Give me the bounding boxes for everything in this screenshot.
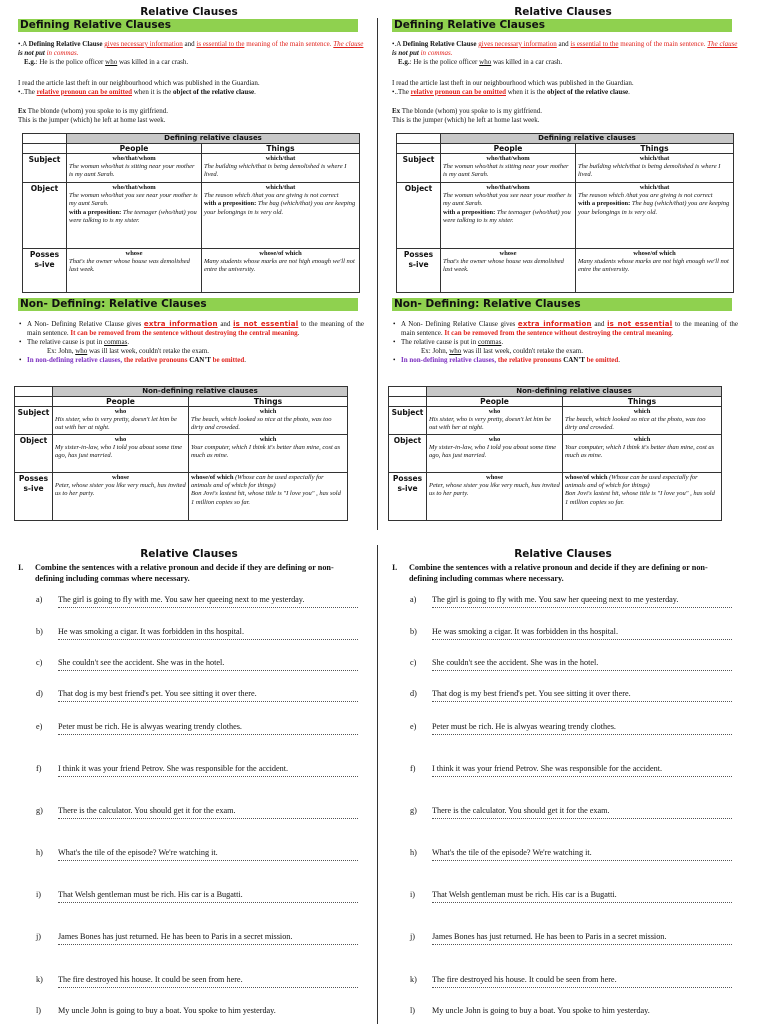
- intro-gives: gives necessary information: [104, 40, 183, 48]
- answer-line[interactable]: [432, 670, 732, 671]
- answer-line[interactable]: [432, 987, 732, 988]
- omit-bold: object of the relative clause: [547, 87, 629, 96]
- exercise-item-text: There is the calculator. You should get it for the exam.: [432, 806, 610, 815]
- omit-bullet: •..The: [392, 87, 411, 96]
- intro-gives: gives necessary information: [478, 40, 557, 48]
- nd-object-things-ex: Your computer, which I think it's better than mine, cost as much as mine.: [565, 444, 715, 460]
- nd-row-possessive: Posses s-ive: [389, 473, 427, 521]
- exercise-item-text: She couldn't see the accident. She was in the hotel.: [432, 658, 599, 667]
- exercise-item-label: a): [36, 595, 43, 604]
- nd-b1-notess: is not essential: [607, 320, 673, 328]
- subject-things-ex: The building which/that is being demolished is where I lived.: [204, 163, 347, 179]
- nd-b1-and: and: [217, 320, 234, 328]
- intro-clause: The clause: [707, 40, 738, 48]
- intro-meaning: meaning of the main sentence.: [244, 40, 334, 48]
- object-things-prep-ex: The bag (which/that) you are keeping your belongings in is very old.: [578, 200, 730, 216]
- object-people-cell: [441, 183, 576, 249]
- nd-possessive-people-ex: Peter, whose sister you like very much, has invited us to her party.: [55, 482, 186, 498]
- exercise-item-text: That dog is my best friend's pet. You see sitting it over there.: [432, 689, 631, 698]
- nd-b1-extra: extra information: [143, 320, 218, 328]
- nd-b1-mid: to the meaning of the main sentence.: [27, 320, 365, 337]
- exercise-item-text: James Bones has just returned. He has been to Paris in a secret mission.: [432, 932, 667, 941]
- exercise-item-label: j): [36, 932, 42, 941]
- nd-bullet-1: [392, 320, 738, 338]
- subject-people-head: who/that/whom: [112, 155, 156, 163]
- defining-omit-examples: [392, 107, 738, 125]
- nd-b1-red: It can be removed from the sentence without destroying the central meaning: [444, 328, 672, 337]
- intro-and: and: [182, 40, 197, 48]
- exercise-item-label: h): [36, 848, 43, 857]
- answer-line[interactable]: [58, 776, 358, 777]
- nd-b3-red: the relative pronouns: [497, 355, 564, 364]
- nd-possessive-things-ex: Bon Jovi's lastest hit, whose title is "I love you" , has sold 1 million copies so far.: [191, 490, 341, 506]
- nd-b1-mid: to the meaning of the main sentence.: [401, 320, 739, 337]
- answer-line[interactable]: [58, 734, 358, 735]
- eg-rest: was killed in a car crash.: [491, 57, 563, 66]
- defining-table-caption: Defining relative clauses: [67, 134, 360, 144]
- nd-bullet-3: [18, 356, 364, 365]
- defining-section-title: Defining Relative Clauses: [392, 19, 732, 32]
- nd-table-caption: Non-defining relative clauses: [53, 387, 348, 397]
- exercise-item-label: a): [410, 595, 417, 604]
- possessive-people-head: whose: [499, 250, 517, 258]
- omit-end: .: [628, 87, 630, 96]
- answer-line[interactable]: [432, 860, 732, 861]
- answer-line[interactable]: [432, 944, 732, 945]
- possessive-people-cell: [67, 249, 202, 293]
- article-example: I read the article last theft in our neighbourhood which was published in the Guardian.: [392, 79, 634, 87]
- nd-possessive-things-head: whose/of which: [565, 474, 608, 482]
- instruction-number: I.: [18, 563, 24, 572]
- nd-b3-cant: CAN'T: [189, 355, 211, 364]
- object-people-head: who/that/whom: [112, 184, 156, 192]
- defining-table: [22, 133, 360, 293]
- exercise-item-label: g): [410, 806, 417, 815]
- nd-subject-things-cell: [189, 407, 348, 435]
- defining-table: [396, 133, 734, 293]
- nd-b2-pre: The relative cause is put in: [401, 337, 478, 346]
- ex-text: The blonde (whom) you spoke to is my girlfriend.: [400, 107, 542, 115]
- answer-line[interactable]: [432, 776, 732, 777]
- object-people-prep-ex: The teenager (who/that) you were talking to is my sister.: [443, 208, 571, 224]
- nd-possessive-people-cell: [427, 473, 563, 521]
- col-people: People: [441, 143, 576, 153]
- exercise-item-label: c): [410, 658, 417, 667]
- intro-clause: The clause: [333, 40, 364, 48]
- nd-bullet-2: [18, 338, 364, 356]
- object-things-cell: [576, 183, 734, 249]
- subject-people-ex: The woman who/that is sitting near your mother is my aunt Sarah.: [443, 163, 569, 179]
- exercise-item-label: i): [36, 890, 42, 899]
- eg-who: who: [105, 57, 118, 66]
- defining-section-title: Defining Relative Clauses: [18, 19, 358, 32]
- col-things: Things: [576, 143, 734, 153]
- exercise-instruction: [392, 563, 722, 584]
- eg-label: E.g.: [398, 57, 410, 66]
- exercise-item-text: That dog is my best friend's pet. You see sitting it over there.: [58, 689, 257, 698]
- omit-red: relative pronoun can be omitted: [36, 87, 132, 96]
- exercise-item-label: b): [36, 627, 43, 636]
- nd-object-things-head: which: [259, 436, 277, 444]
- nd-b2-commas: commas: [477, 337, 502, 346]
- nd-b2-pre: The relative cause is put in: [27, 337, 104, 346]
- nd-b3-end: .: [618, 355, 621, 364]
- eg-label: E.g.: [24, 57, 36, 66]
- answer-line[interactable]: [432, 607, 732, 608]
- object-things-head: which/that: [639, 184, 670, 192]
- defining-intro: [18, 40, 364, 67]
- eg-rest: was killed in a car crash.: [117, 57, 189, 66]
- nd-b3-end: .: [244, 355, 247, 364]
- answer-line[interactable]: [432, 818, 732, 819]
- col-things: Things: [202, 143, 360, 153]
- possessive-things-ex: Many students whose marks are not high enough we'll not entre the university.: [578, 258, 729, 274]
- exercise-item-text: The fire destroyed his house. It could be seen from here.: [58, 975, 243, 984]
- defining-intro: [392, 40, 738, 67]
- object-things-prep-ex: The bag (which/that) you are keeping your belongings in is very old.: [204, 200, 356, 216]
- exercise-item-label: e): [410, 722, 417, 731]
- object-things-head: which/that: [265, 184, 296, 192]
- nd-col-things: Things: [189, 396, 348, 406]
- non-defining-table: [14, 386, 348, 521]
- instruction-number: I.: [392, 563, 398, 572]
- row-object: Object: [397, 183, 441, 249]
- intro-commas: in commas.: [418, 48, 453, 57]
- answer-line[interactable]: [58, 607, 358, 608]
- row-subject: Subject: [397, 154, 441, 183]
- nd-object-people-ex: My sister-in-law, who I told you about some time ago, has just married.: [429, 444, 557, 460]
- nd-b2-ex-pre: Ex: John,: [421, 346, 450, 355]
- nd-b1-pre: A Non- Defining Relative Clause gives: [401, 320, 518, 328]
- nd-possessive-things-cell: [563, 473, 722, 521]
- nd-subject-people-ex: His sister, who is very pretty, doesn't let him be out with her at night.: [429, 416, 551, 432]
- object-things-prep-label: with a preposition:: [578, 200, 631, 208]
- row-possessive: Posses s-ive: [397, 249, 441, 293]
- row-possessive: Posses s-ive: [23, 249, 67, 293]
- nd-b1-extra: extra information: [517, 320, 592, 328]
- subject-people-head: who/that/whom: [486, 155, 530, 163]
- nd-possessive-people-ex: Peter, whose sister you like very much, has invited us to her party.: [429, 482, 560, 498]
- row-subject: Subject: [23, 154, 67, 183]
- exercise-item-text: What's the tile of the episode? We're watching it.: [58, 848, 218, 857]
- nd-object-people-cell: [427, 435, 563, 473]
- omit-mid: when it is the: [132, 87, 174, 96]
- answer-line[interactable]: [58, 860, 358, 861]
- exercise-item-text: I think it was your friend Petrov. She was responsible for the accident.: [58, 764, 289, 773]
- exercise-item-text: The fire destroyed his house. It could be seen from here.: [432, 975, 617, 984]
- nd-possessive-people-cell: [53, 473, 189, 521]
- omit-end: .: [254, 87, 256, 96]
- object-people-ex: The woman who/that you see near your mother is my aunt Sarah.: [443, 192, 572, 208]
- object-people-ex: The woman who/that you see near your mother is my aunt Sarah.: [69, 192, 198, 208]
- exercise-item-text: The girl is going to fly with me. You saw her queeing next to me yesterday.: [432, 595, 679, 604]
- exercise-item-text: My uncle John is going to buy a boat. You spoke to him yesterday.: [58, 1006, 276, 1015]
- ex-label: Ex: [392, 107, 401, 115]
- intro-commas: in commas.: [44, 48, 79, 57]
- nd-subject-things-ex: The beach, which looked so nice at the photo, was too dirty and crowded.: [565, 416, 706, 432]
- nd-possessive-people-head: whose: [112, 474, 129, 482]
- possessive-people-ex: That's the owner whose house was demolished last week.: [69, 258, 190, 274]
- nd-possessive-things-note: (Whose can be used especially for animals and of which for things): [565, 474, 698, 490]
- answer-line[interactable]: [58, 987, 358, 988]
- nd-b2-end: .: [501, 337, 504, 346]
- exercise-item-label: g): [36, 806, 43, 815]
- nd-b2-ex-who: who: [75, 346, 88, 355]
- nd-col-things: Things: [563, 396, 722, 406]
- answer-line[interactable]: [432, 639, 732, 640]
- exercise-item-label: k): [410, 975, 417, 984]
- nd-row-subject: Subject: [15, 407, 53, 435]
- nd-object-things-head: which: [633, 436, 651, 444]
- nd-subject-things-head: which: [633, 408, 651, 416]
- omit-bullet: •..The: [18, 87, 37, 96]
- subject-things-cell: [202, 154, 360, 183]
- defining-notes: [18, 79, 364, 97]
- nd-object-people-cell: [53, 435, 189, 473]
- nd-col-people: People: [427, 396, 563, 406]
- defining-table-caption: Defining relative clauses: [441, 134, 734, 144]
- eg-text: : He is the police officer: [35, 57, 106, 66]
- nd-subject-things-ex: The beach, which looked so nice at the photo, was too dirty and crowded.: [191, 416, 332, 432]
- exercise-title: Relative Clauses: [140, 548, 238, 560]
- column-divider-bottom: [377, 545, 378, 1024]
- exercise-item-label: d): [410, 689, 417, 698]
- exercise-item-label: h): [410, 848, 417, 857]
- nd-bullet-1: [18, 320, 364, 338]
- exercise-item-label: l): [36, 1006, 42, 1015]
- exercise-item-text: What's the tile of the episode? We're watching it.: [432, 848, 592, 857]
- possessive-things-ex: Many students whose marks are not high enough we'll not entre the university.: [204, 258, 355, 274]
- eg-text: : He is the police officer: [409, 57, 480, 66]
- object-people-cell: [67, 183, 202, 249]
- nd-subject-people-head: who: [114, 408, 127, 416]
- object-people-prep-label: with a preposition:: [443, 208, 496, 216]
- nd-bullet-2: [392, 338, 738, 356]
- exercise-item-label: e): [36, 722, 43, 731]
- intro-isnot: is not put: [392, 48, 419, 57]
- nd-b2-ex-rest: was ill last week, couldn't retake the exam.: [87, 346, 210, 355]
- ex-text2: This is the jumper (which) he left at home last week.: [392, 115, 540, 124]
- nd-object-things-ex: Your computer, which I think it's better than mine, cost as much as mine.: [191, 444, 341, 460]
- subject-things-ex: The building which/that is being demolished is where I lived.: [578, 163, 721, 179]
- possessive-things-head: whose/of which: [633, 250, 676, 258]
- answer-line[interactable]: [58, 818, 358, 819]
- omit-bold: object of the relative clause: [173, 87, 255, 96]
- possessive-things-cell: [202, 249, 360, 293]
- nd-object-people-head: who: [114, 436, 127, 444]
- non-defining-bullets: [18, 320, 364, 365]
- exercise-item-text: Peter must be rich. He is alwyas wearing trendy clothes.: [58, 722, 242, 731]
- nd-subject-things-head: which: [259, 408, 277, 416]
- exercise-item-label: d): [36, 689, 43, 698]
- possessive-things-head: whose/of which: [259, 250, 302, 258]
- nd-b3-omit: be omitted: [584, 355, 619, 364]
- defining-notes: [392, 79, 738, 97]
- object-people-prep-label: with a preposition:: [69, 208, 122, 216]
- subject-people-ex: The woman who/that is sitting near your mother is my aunt Sarah.: [69, 163, 195, 179]
- object-things-cell: [202, 183, 360, 249]
- object-people-head: who/that/whom: [486, 184, 530, 192]
- object-people-prep-ex: The teenager (who/that) you were talking to is my sister.: [69, 208, 197, 224]
- answer-line[interactable]: [432, 902, 732, 903]
- nd-subject-people-cell: [427, 407, 563, 435]
- nd-b1-end: .: [297, 328, 300, 337]
- nd-possessive-things-ex: Bon Jovi's lastest hit, whose title is "I love you" , has sold 1 million copies so far.: [565, 490, 715, 506]
- answer-line[interactable]: [58, 639, 358, 640]
- nd-possessive-people-head: whose: [486, 474, 503, 482]
- nd-col-people: People: [53, 396, 189, 406]
- nd-possessive-things-head: whose/of which: [191, 474, 234, 482]
- nd-b1-notess: is not essential: [233, 320, 299, 328]
- subject-things-head: which/that: [265, 155, 296, 163]
- object-things-prep-label: with a preposition:: [204, 200, 257, 208]
- intro-term: Defining Relative Clause: [402, 40, 477, 48]
- exercise-item-label: k): [36, 975, 43, 984]
- instruction-text: Combine the sentences with a relative pronoun and decide if they are defining or non-defining including commas where necessary.: [409, 563, 708, 583]
- instruction-text: Combine the sentences with a relative pronoun and decide if they are defining or non-defining including commas where necessary.: [35, 563, 334, 583]
- exercise-item-label: j): [410, 932, 416, 941]
- nd-table-caption: Non-defining relative clauses: [427, 387, 722, 397]
- article-example: I read the article last theft in our neighbourhood which was published in the Guardian.: [18, 79, 260, 87]
- intro-bullet: •.A: [18, 40, 29, 48]
- non-defining-section-title: Non- Defining: Relative Clauses: [392, 298, 732, 311]
- nd-bullet-3: [392, 356, 738, 365]
- nd-row-subject: Subject: [389, 407, 427, 435]
- exercise-item-label: c): [36, 658, 43, 667]
- nd-object-things-cell: [189, 435, 348, 473]
- intro-isnot: is not put: [18, 48, 45, 57]
- exercise-item-label: i): [410, 890, 416, 899]
- omit-mid: when it is the: [506, 87, 548, 96]
- nd-b2-commas: commas: [103, 337, 128, 346]
- exercise-item-text: He was smoking a cigar. It was forbidden in ths hospital.: [432, 627, 619, 636]
- nd-b3-purple: In non-defining relative clauses,: [27, 355, 124, 364]
- answer-line[interactable]: [58, 944, 358, 945]
- non-defining-bullets: [392, 320, 738, 365]
- exercise-item-text: The girl is going to fly with me. You saw her queeing next to me yesterday.: [58, 595, 305, 604]
- intro-essential: is essential to the: [570, 40, 619, 48]
- exercise-item-text: Peter must be rich. He is alwyas wearing trendy clothes.: [432, 722, 616, 731]
- exercise-item-label: f): [410, 764, 416, 773]
- nd-possessive-things-note: (Whose can be used especially for animals and of which for things): [191, 474, 324, 490]
- exercise-item-text: She couldn't see the accident. She was in the hotel.: [58, 658, 225, 667]
- nd-b3-purple: In non-defining relative clauses,: [401, 355, 498, 364]
- nd-row-object: Object: [389, 435, 427, 473]
- nd-b1-red: It can be removed from the sentence without destroying the central meaning: [70, 328, 298, 337]
- intro-essential: is essential to the: [196, 40, 245, 48]
- nd-b2-ex-rest: was ill last week, couldn't retake the exam.: [461, 346, 584, 355]
- exercise-item-text: That Welsh gentleman must be rich. His car is a Bugatti.: [432, 890, 617, 899]
- subject-things-head: which/that: [639, 155, 670, 163]
- possessive-people-ex: That's the owner whose house was demolished last week.: [443, 258, 564, 274]
- nd-subject-people-cell: [53, 407, 189, 435]
- nd-b2-end: .: [127, 337, 130, 346]
- exercise-item-text: That Welsh gentleman must be rich. His car is a Bugatti.: [58, 890, 243, 899]
- nd-row-object: Object: [15, 435, 53, 473]
- subject-things-cell: [576, 154, 734, 183]
- ex-text: The blonde (whom) you spoke to is my girlfriend.: [26, 107, 168, 115]
- exercise-instruction: [18, 563, 348, 584]
- eg-who: who: [479, 57, 492, 66]
- nd-object-people-ex: My sister-in-law, who I told you about some time ago, has just married.: [55, 444, 183, 460]
- non-defining-table: [388, 386, 722, 521]
- exercise-item-text: I think it was your friend Petrov. She was responsible for the accident.: [432, 764, 663, 773]
- column-divider-top: [377, 18, 378, 530]
- exercise-item-text: My uncle John is going to buy a boat. You spoke to him yesterday.: [432, 1006, 650, 1015]
- nd-subject-people-head: who: [488, 408, 501, 416]
- nd-subject-people-ex: His sister, who is very pretty, doesn't let him be out with her at night.: [55, 416, 177, 432]
- omit-red: relative pronoun can be omitted: [410, 87, 506, 96]
- possessive-people-head: whose: [125, 250, 143, 258]
- non-defining-section-title: Non- Defining: Relative Clauses: [18, 298, 358, 311]
- ex-label: Ex: [18, 107, 27, 115]
- nd-b1-pre: A Non- Defining Relative Clause gives: [27, 320, 144, 328]
- nd-b2-ex-pre: Ex: John,: [47, 346, 76, 355]
- intro-meaning: meaning of the main sentence.: [618, 40, 708, 48]
- subject-people-cell: [67, 154, 202, 183]
- subject-people-cell: [441, 154, 576, 183]
- nd-possessive-things-cell: [189, 473, 348, 521]
- answer-line[interactable]: [58, 902, 358, 903]
- answer-line[interactable]: [432, 701, 732, 702]
- nd-object-people-head: who: [488, 436, 501, 444]
- exercise-item-label: b): [410, 627, 417, 636]
- nd-b1-end: .: [671, 328, 674, 337]
- ex-text2: This is the jumper (which) he left at home last week.: [18, 115, 166, 124]
- exercise-item-label: l): [410, 1006, 416, 1015]
- object-things-ex: The reason which /that you are giving is not correct: [578, 192, 713, 200]
- possessive-people-cell: [441, 249, 576, 293]
- nd-object-things-cell: [563, 435, 722, 473]
- exercise-item-text: He was smoking a cigar. It was forbidden in ths hospital.: [58, 627, 245, 636]
- exercise-title: Relative Clauses: [514, 548, 612, 560]
- exercise-item-text: James Bones has just returned. He has been to Paris in a secret mission.: [58, 932, 293, 941]
- exercise-item-text: There is the calculator. You should get it for the exam.: [58, 806, 236, 815]
- page-title: Relative Clauses: [140, 6, 238, 18]
- nd-b3-cant: CAN'T: [563, 355, 585, 364]
- intro-bullet: •.A: [392, 40, 403, 48]
- nd-row-possessive: Posses s-ive: [15, 473, 53, 521]
- nd-b3-omit: be omitted: [210, 355, 245, 364]
- intro-term: Defining Relative Clause: [28, 40, 103, 48]
- answer-line[interactable]: [58, 670, 358, 671]
- answer-line[interactable]: [432, 734, 732, 735]
- row-object: Object: [23, 183, 67, 249]
- col-people: People: [67, 143, 202, 153]
- defining-omit-examples: [18, 107, 364, 125]
- nd-b3-red: the relative pronouns: [123, 355, 190, 364]
- object-things-ex: The reason which /that you are giving is not correct: [204, 192, 339, 200]
- nd-b1-and: and: [591, 320, 608, 328]
- nd-b2-ex-who: who: [449, 346, 462, 355]
- nd-subject-things-cell: [563, 407, 722, 435]
- possessive-things-cell: [576, 249, 734, 293]
- page-title: Relative Clauses: [514, 6, 612, 18]
- exercise-item-label: f): [36, 764, 42, 773]
- answer-line[interactable]: [58, 701, 358, 702]
- intro-and: and: [556, 40, 571, 48]
